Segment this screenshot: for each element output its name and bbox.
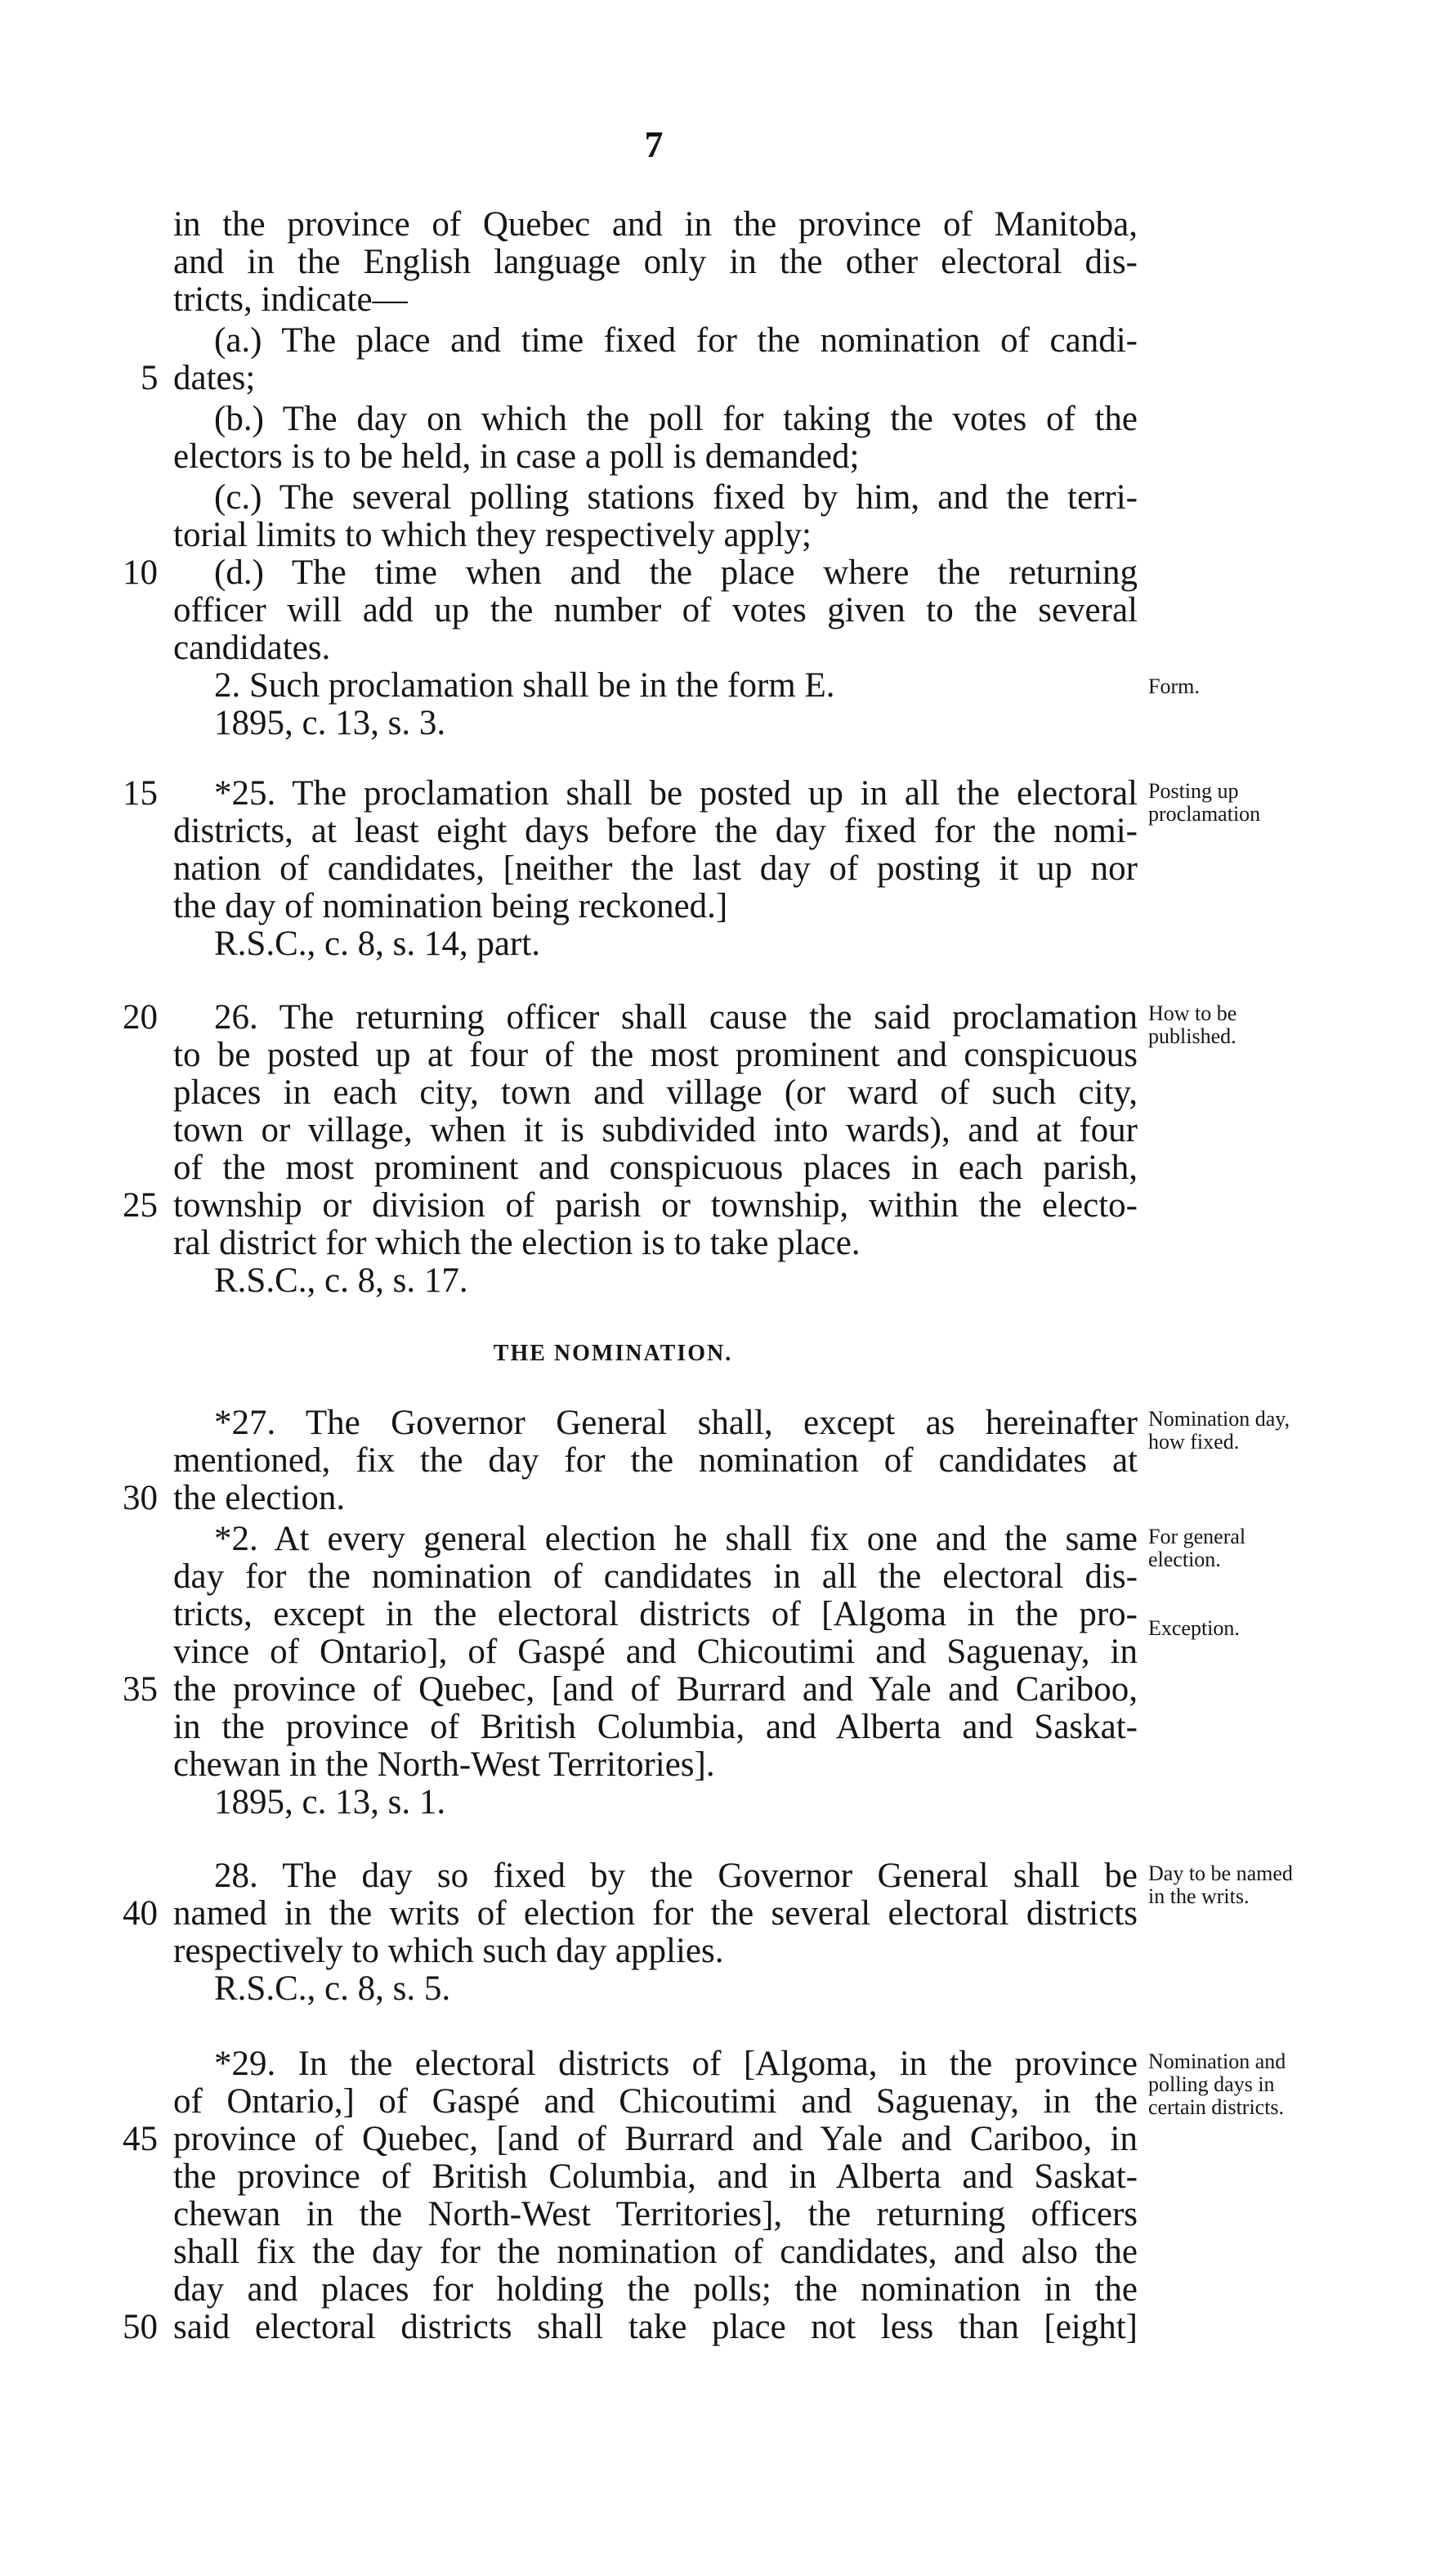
line-number: 30 — [123, 1479, 158, 1517]
line-number: 25 — [123, 1186, 158, 1225]
text-line: *25. The proclamation shall be posted up in all the electoral — [214, 774, 1138, 813]
text-line: chewan in the North-West Territories]. — [173, 1745, 715, 1784]
margin-note: Form. — [1148, 674, 1200, 698]
text-line: 28. The day so fixed by the Governor General shall be — [214, 1857, 1138, 1895]
text-line: province of Quebec, [and of Burrard and Yale and Cariboo, in — [173, 2120, 1138, 2158]
text-line: tricts, except in the electoral districts of [Algoma in the pro- — [173, 1595, 1138, 1633]
text-line: *2. At every general election he shall fix one and the same — [214, 1520, 1138, 1558]
text-line: tricts, indicate— — [173, 280, 408, 319]
text-line: 1895, c. 13, s. 3. — [214, 704, 446, 742]
margin-note: Exception. — [1148, 1616, 1240, 1640]
text-line: districts, at least eight days before the day fixed for the nomi- — [173, 812, 1138, 850]
text-line: in the province of Quebec and in the province of Manitoba, — [173, 205, 1138, 244]
text-line: the election. — [173, 1479, 346, 1517]
text-line: places in each city, town and village (or ward of such city, — [173, 1073, 1138, 1112]
text-line: township or division of parish or township, within the electo- — [173, 1186, 1138, 1225]
line-number: 15 — [123, 774, 158, 813]
text-line: 2. Such proclamation shall be in the form E. — [214, 666, 835, 705]
text-line: day and places for holding the polls; the nomination in the — [173, 2270, 1138, 2309]
text-line: mentioned, fix the day for the nomination of candidates at — [173, 1441, 1138, 1480]
text-line: dates; — [173, 359, 256, 397]
text-line: vince of Ontario], of Gaspé and Chicoutimi and Saguenay, in — [173, 1633, 1138, 1671]
margin-note: How to be published. — [1148, 1001, 1237, 1048]
section-heading: THE NOMINATION. — [493, 1341, 733, 1366]
margin-note: Nomination and polling days in certain districts. — [1148, 2050, 1286, 2119]
text-line: town or village, when it is subdivided into wards), and at four — [173, 1111, 1138, 1149]
text-line: (a.) The place and time fixed for the nomination of candi- — [214, 321, 1138, 360]
text-line: named in the writs of election for the several electoral districts — [173, 1894, 1138, 1933]
text-line: torial limits to which they respectively apply; — [173, 516, 812, 554]
text-line: of the most prominent and conspicuous places in each parish, — [173, 1149, 1138, 1187]
text-line: ral district for which the election is to take place. — [173, 1224, 861, 1262]
margin-note: Nomination day, how fixed. — [1148, 1407, 1290, 1454]
text-line: R.S.C., c. 8, s. 5. — [214, 1969, 451, 2008]
text-line: of Ontario,] of Gaspé and Chicoutimi and Saguenay, in the — [173, 2082, 1138, 2121]
text-line: respectively to which such day applies. — [173, 1932, 724, 1970]
line-number: 45 — [123, 2120, 158, 2158]
margin-note: Day to be named in the writs. — [1148, 1861, 1293, 1908]
line-number: 35 — [123, 1670, 158, 1709]
text-line: day for the nomination of candidates in all the electoral dis- — [173, 1557, 1138, 1596]
line-number: 40 — [123, 1894, 158, 1933]
line-number: 50 — [123, 2308, 158, 2346]
margin-note: For general election. — [1148, 1525, 1246, 1571]
text-line: shall fix the day for the nomination of candidates, and also the — [173, 2233, 1138, 2271]
text-line: the day of nomination being reckoned.] — [173, 887, 728, 925]
text-line: in the province of British Columbia, and Alberta and Saskat- — [173, 1708, 1138, 1746]
text-line: R.S.C., c. 8, s. 17. — [214, 1261, 468, 1300]
text-line: (d.) The time when and the place where the returning — [214, 553, 1138, 592]
text-line: nation of candidates, [neither the last day of posting it up nor — [173, 849, 1138, 888]
text-line: R.S.C., c. 8, s. 14, part. — [214, 925, 540, 963]
text-line: to be posted up at four of the most prominent and conspicuous — [173, 1036, 1138, 1074]
line-number: 5 — [141, 359, 159, 397]
margin-note: Posting up proclamation — [1148, 779, 1261, 826]
text-line: (b.) The day on which the poll for taking the votes of the — [214, 400, 1138, 438]
text-line: electors is to be held, in case a poll is demanded; — [173, 437, 860, 476]
text-line: 26. The returning officer shall cause the said proclamation — [214, 998, 1138, 1037]
text-line: the province of Quebec, [and of Burrard and Yale and Cariboo, — [173, 1670, 1138, 1709]
text-line: (c.) The several polling stations fixed by him, and the terri- — [214, 478, 1138, 517]
text-line: and in the English language only in the other electoral dis- — [173, 243, 1138, 281]
line-number: 10 — [123, 553, 158, 592]
text-line: said electoral districts shall take place not less than [eight] — [173, 2308, 1138, 2346]
text-line: *27. The Governor General shall, except as hereinafter — [214, 1404, 1138, 1442]
text-line: 1895, c. 13, s. 1. — [214, 1783, 446, 1821]
text-line: chewan in the North-West Territories], the returning officers — [173, 2195, 1138, 2233]
text-line: officer will add up the number of votes given to the several — [173, 591, 1138, 629]
text-line: candidates. — [173, 629, 331, 667]
page-number: 7 — [644, 123, 664, 165]
text-line: *29. In the electoral districts of [Algoma, in the province — [214, 2045, 1138, 2083]
line-number: 20 — [123, 998, 158, 1037]
text-line: the province of British Columbia, and in Alberta and Saskat- — [173, 2157, 1138, 2196]
